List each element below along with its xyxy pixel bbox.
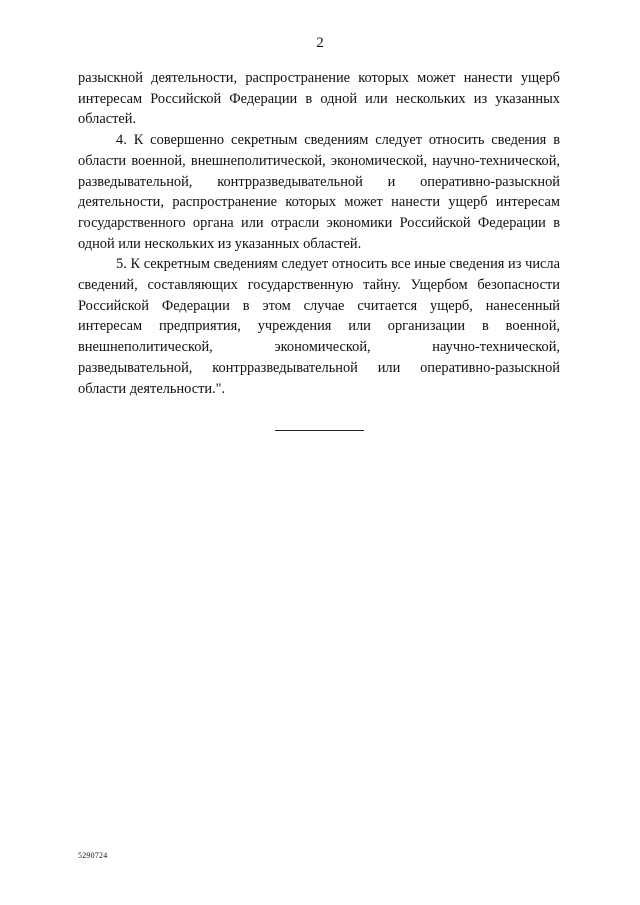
paragraph-top-secret: 4. К совершенно секретным сведениям следует относить сведения в области военной, внешнеполитической, экономической, научно-технической, разведывательной, контрразведывательной и оперативно-разыскной деятельности, распространение которых может нанести ущерб интересам государственного органа или отрасли экономики Российской Федерации в одной или нескольких из указанных областей. xyxy=(78,132,560,252)
paragraph-continuation: разыскной деятельности, распространение которых может нанести ущерб интересам Российской Федерации в одной или нескольких из указанных областей. xyxy=(78,70,560,128)
end-separator-line xyxy=(275,430,364,431)
page-number: 2 xyxy=(316,35,324,51)
document-code: 5290724 xyxy=(78,851,108,860)
paragraph-secret: 5. К секретным сведениям следует относить все иные сведения из числа сведений, составляющих государственную тайну. Ущербом безопасности Российской Федерации в этом случае считается ущерб, нанесенный интересам предприятия, учреждения или организации в военной, внешнеполитической, экономической, научно-технической, разведывательной, контрразведывательной или оперативно-разыскной области деятельности.". xyxy=(78,256,560,397)
document-body xyxy=(78,68,560,399)
